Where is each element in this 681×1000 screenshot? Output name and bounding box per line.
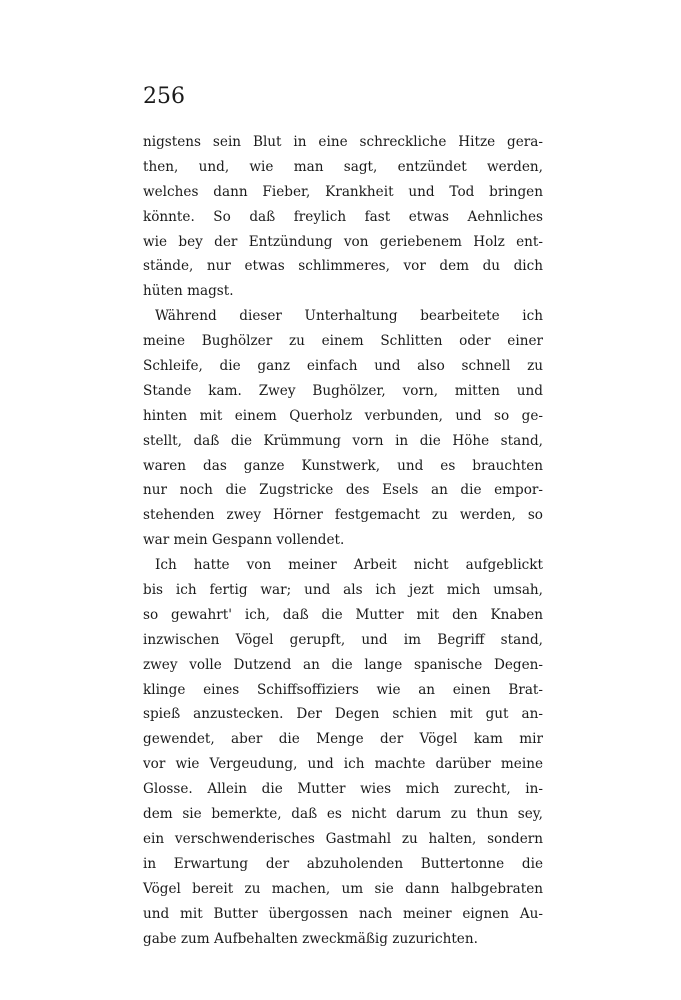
text-line: meine Bughölzer zu einem Schlitten oder einer [143, 333, 543, 350]
text-line: wie bey der Entzündung von geriebenem Holz ent- [143, 233, 543, 250]
text-line: Schleife, die ganz einfach und also schnell zu [143, 358, 543, 375]
text-line: inzwischen Vögel gerupft, und im Begriff stand, [143, 631, 543, 648]
text-line: gabe zum Aufbehalten zweckmäßig zuzurichten. [143, 930, 478, 947]
paragraph [143, 130, 543, 304]
text-line: vor wie Vergeudung, und ich machte darüber meine [143, 756, 543, 773]
text-line: spieß anzustecken. Der Degen schien mit gut an- [143, 706, 543, 723]
text-line: gewendet, aber die Menge der Vögel kam mir [143, 731, 543, 748]
text-line: welches dann Fieber, Krankheit und Tod bringen [143, 183, 543, 200]
text-line: waren das ganze Kunstwerk, und es brauchten [143, 457, 543, 474]
page-number: 256 [143, 84, 185, 109]
text-line: und mit Butter übergossen nach meiner eignen Au- [143, 905, 543, 922]
text-line: in Erwartung der abzuholenden Buttertonne die [143, 855, 543, 872]
text-line: hüten magst. [143, 283, 234, 300]
text-line: ein verschwenderisches Gastmahl zu halten, sondern [143, 830, 543, 847]
text-line: nigstens sein Blut in eine schreckliche Hitze gera- [143, 134, 543, 150]
text-line: war mein Gespann vollendet. [143, 532, 345, 549]
text-line: Glosse. Allein die Mutter wies mich zurecht, in- [143, 781, 543, 798]
text-line: nur noch die Zugstricke des Esels an die empor- [143, 482, 543, 499]
text-line: könnte. So daß freylich fast etwas Aehnliches [143, 208, 543, 225]
text-line: stellt, daß die Krümmung vorn in die Höhe stand, [143, 432, 543, 449]
text-line: Stande kam. Zwey Bughölzer, vorn, mitten und [143, 382, 543, 399]
body-text [143, 130, 543, 951]
text-line: hinten mit einem Querholz verbunden, und so ge- [143, 407, 543, 424]
text-line: bis ich fertig war; und als ich jezt mich umsah, [143, 582, 543, 599]
paragraph [143, 304, 543, 553]
text-line: so gewahrt' ich, daß die Mutter mit den Knaben [143, 606, 543, 623]
text-line: dem sie bemerkte, daß es nicht darum zu thun sey, [143, 806, 543, 823]
text-line: klinge eines Schiffsoffiziers wie an einen Brat- [143, 681, 543, 698]
text-line: then, und, wie man sagt, entzündet werden, [143, 158, 543, 175]
text-line: stände, nur etwas schlimmeres, vor dem du dich [143, 258, 543, 275]
text-line: zwey volle Dutzend an die lange spanische Degen- [143, 656, 543, 673]
text-line: Während dieser Unterhaltung bearbeitete ich [155, 308, 543, 325]
text-line: stehenden zwey Hörner festgemacht zu werden, so [143, 507, 543, 524]
paragraph [143, 553, 543, 951]
text-line: Vögel bereit zu machen, um sie dann halbgebraten [143, 880, 543, 897]
text-line: Ich hatte von meiner Arbeit nicht aufgeblickt [155, 557, 543, 574]
